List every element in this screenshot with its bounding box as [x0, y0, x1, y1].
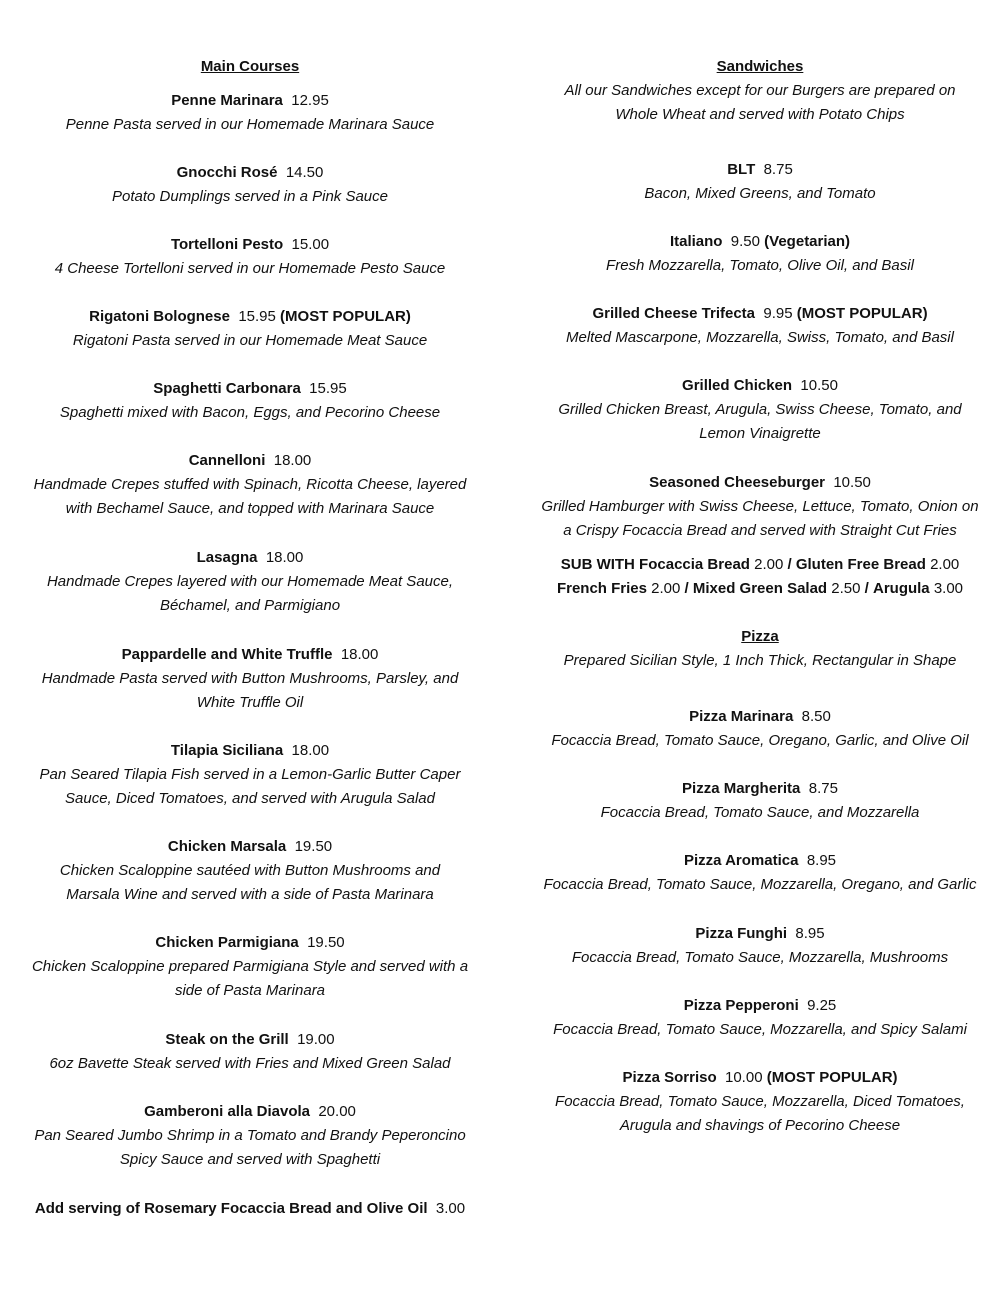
item-description	[20, 185, 480, 209]
item-description	[20, 570, 480, 594]
item-description-text: Pan Seared Tilapia Fish served in a Lemon-Garlic Butter Caper	[39, 766, 461, 783]
item-name: Penne Marinara	[171, 92, 283, 109]
sub-label: Mixed Green Salad	[692, 580, 828, 597]
item-description	[528, 873, 992, 897]
item-price: 10.50	[800, 377, 838, 394]
item-name: Rigatoni Bolognese	[89, 308, 230, 325]
item-description	[528, 398, 992, 422]
item-description	[528, 1018, 992, 1042]
item-description-text: Handmade Pasta served with Button Mushrooms, Parsley, and	[41, 670, 459, 687]
item-description	[20, 763, 480, 787]
item-tag: (Vegetarian)	[764, 233, 851, 250]
item-description-text: Sauce, Diced Tomatoes, and served with Arugula Salad	[65, 790, 435, 807]
item-description	[20, 691, 480, 715]
item-description	[20, 883, 480, 907]
item-description	[20, 667, 480, 691]
sub-label: Gluten Free Bread	[795, 556, 926, 573]
item-description-text: Focaccia Bread, Tomato Sauce, Mozzarella, Diced Tomatoes,	[555, 1093, 965, 1110]
sub-price: 3.00	[933, 580, 964, 597]
pizza-heading: Pizza	[741, 628, 779, 645]
separator: /	[787, 556, 792, 573]
item-description	[20, 955, 480, 979]
item-description	[528, 519, 992, 543]
item-price: 15.95	[238, 308, 276, 325]
item-name: BLT	[727, 161, 756, 178]
item-description	[528, 801, 992, 825]
item-name: Lasagna	[196, 549, 258, 566]
item-description	[20, 401, 480, 425]
item-name: Gamberoni alla Diavola	[144, 1103, 310, 1120]
sub-label: Arugula	[872, 580, 930, 597]
sub-price: 2.00	[754, 556, 784, 573]
menu-item-title	[528, 922, 992, 946]
menu-item-title	[20, 89, 480, 113]
menu-item-title	[20, 233, 480, 257]
item-description-text: Grilled Hamburger with Swiss Cheese, Lettuce, Tomato, Onion on	[541, 498, 979, 515]
item-price: 10.50	[833, 474, 871, 491]
menu-item-title	[20, 449, 480, 473]
item-name: Pizza Pepperoni	[683, 997, 799, 1014]
sandwiches-intro-text: Whole Wheat and served with Potato Chips	[615, 106, 905, 123]
menu-item-title	[528, 1066, 992, 1090]
menu-item-title	[528, 471, 992, 495]
menu-item-title	[20, 161, 480, 185]
item-price: 14.50	[285, 164, 324, 181]
item-price: 18.00	[265, 549, 304, 566]
menu-item-title	[20, 835, 480, 859]
menu-item-title	[528, 374, 992, 398]
item-description-text: Bacon, Mixed Greens, and Tomato	[644, 185, 876, 202]
item-price: 8.95	[806, 852, 837, 869]
addon-line	[20, 1197, 480, 1221]
menu-item-title	[528, 705, 992, 729]
item-price: 18.00	[340, 646, 379, 663]
menu-item-title	[20, 377, 480, 401]
item-price: 10.00	[725, 1069, 763, 1086]
item-tag: (MOST POPULAR)	[280, 308, 411, 325]
item-price: 18.00	[273, 452, 312, 469]
item-name: Pizza Margherita	[682, 780, 801, 797]
item-description-text: Handmade Crepes stuffed with Spinach, Ricotta Cheese, layered	[33, 476, 467, 493]
item-price: 15.95	[309, 380, 347, 397]
item-name: Pizza Marinara	[689, 708, 794, 725]
item-description-text: Spicy Sauce and served with Spaghetti	[119, 1151, 381, 1168]
item-description	[20, 787, 480, 811]
menu-item-title	[20, 739, 480, 763]
menu-item-title	[20, 546, 480, 570]
item-description	[20, 1148, 480, 1172]
pizza-intro	[528, 649, 992, 673]
sandwiches-intro	[528, 79, 992, 103]
item-name: Cannelloni	[188, 452, 266, 469]
item-description-text: Pan Seared Jumbo Shrimp in a Tomato and Brandy Peperoncino	[34, 1127, 466, 1144]
item-description-text: Focaccia Bread, Tomato Sauce, Mozzarella, and Spicy Salami	[553, 1021, 967, 1038]
addon-label: Add serving of Rosemary Focaccia Bread and Olive Oil	[34, 1200, 428, 1217]
item-price: 8.75	[763, 161, 793, 178]
item-tag: (MOST POPULAR)	[796, 305, 928, 322]
item-description-text: Focaccia Bread, Tomato Sauce, Oregano, Garlic, and Olive Oil	[551, 732, 969, 749]
item-description	[20, 594, 480, 618]
item-description-text: Potato Dumplings served in a Pink Sauce	[112, 188, 388, 205]
sub-price: 2.50	[831, 580, 861, 597]
sub-options-line	[528, 577, 992, 601]
addon-price: 3.00	[435, 1200, 466, 1217]
sub-label: French Fries	[556, 580, 647, 597]
item-description-text: Focaccia Bread, Tomato Sauce, Mozzarella, Mushrooms	[571, 949, 949, 966]
item-price: 12.95	[291, 92, 329, 109]
item-description-text: Béchamel, and Parmigiano	[159, 597, 341, 614]
sub-price: 2.00	[930, 556, 960, 573]
sub-price: 2.00	[651, 580, 681, 597]
item-description	[20, 113, 480, 137]
item-name: Grilled Chicken	[682, 377, 793, 394]
item-description-text: Marsala Wine and served with a side of Pasta Marinara	[66, 886, 434, 903]
item-description	[20, 859, 480, 883]
item-name: Tortelloni Pesto	[170, 236, 284, 253]
item-name: Steak on the Grill	[165, 1031, 289, 1048]
menu-item-title	[528, 302, 992, 326]
item-description-text: Spaghetti mixed with Bacon, Eggs, and Pecorino Cheese	[59, 404, 441, 421]
item-description	[20, 497, 480, 521]
menu-item-title	[20, 1100, 480, 1124]
item-description-text: 6oz Bavette Steak served with Fries and Mixed Green Salad	[49, 1055, 451, 1072]
sandwiches-intro	[528, 103, 992, 127]
menu-item-title	[20, 643, 480, 667]
item-name: Chicken Parmigiana	[155, 934, 299, 951]
item-name: Gnocchi Rosé	[176, 164, 278, 181]
item-description	[528, 1090, 992, 1114]
item-description-text: Fresh Mozzarella, Tomato, Olive Oil, and Basil	[606, 257, 914, 274]
item-price: 9.95	[763, 305, 793, 322]
item-name: Italiano	[669, 233, 723, 250]
section-heading-sandwiches	[528, 55, 992, 79]
item-price: 19.00	[297, 1031, 335, 1048]
item-name: Pizza Sorriso	[622, 1069, 717, 1086]
item-name: Grilled Cheese Trifecta	[592, 305, 756, 322]
item-description	[528, 946, 992, 970]
item-description-text: Chicken Scaloppine prepared Parmigiana Style and served with a	[31, 958, 469, 975]
item-name: Seasoned Cheeseburger	[649, 474, 825, 491]
item-description	[20, 473, 480, 497]
item-price: 19.50	[294, 838, 333, 855]
item-description	[528, 422, 992, 446]
item-description	[528, 254, 992, 278]
item-description-text: a Crispy Focaccia Bread and served with Straight Cut Fries	[563, 522, 957, 539]
item-description-text: Grilled Chicken Breast, Arugula, Swiss Cheese, Tomato, and	[558, 401, 962, 418]
item-description	[528, 326, 992, 350]
item-description-text: Lemon Vinaigrette	[699, 425, 821, 442]
sub-with-label: SUB WITH Focaccia Bread	[560, 556, 750, 573]
item-description	[20, 257, 480, 281]
menu-item-title	[20, 1028, 480, 1052]
item-description	[528, 495, 992, 519]
menu-item-title	[20, 931, 480, 955]
menu-item-title	[20, 305, 480, 329]
pizza-intro-text: Prepared Sicilian Style, 1 Inch Thick, Rectangular in Shape	[563, 652, 957, 669]
item-price: 20.00	[318, 1103, 356, 1120]
menu-item-title	[528, 994, 992, 1018]
item-description-text: White Truffle Oil	[196, 694, 304, 711]
separator: /	[684, 580, 689, 597]
item-description-text: Focaccia Bread, Tomato Sauce, and Mozzarella	[600, 804, 920, 821]
item-description-text: Melted Mascarpone, Mozzarella, Swiss, Tomato, and Basil	[566, 329, 954, 346]
item-description	[20, 979, 480, 1003]
item-name: Pizza Aromatica	[683, 852, 799, 869]
item-price: 9.25	[807, 997, 837, 1014]
section-heading-main-courses	[20, 55, 480, 79]
item-price: 8.50	[801, 708, 831, 725]
item-description-text: with Bechamel Sauce, and topped with Marinara Sauce	[65, 500, 435, 517]
item-description	[528, 1114, 992, 1138]
sandwiches-heading: Sandwiches	[716, 58, 804, 75]
item-price: 18.00	[291, 742, 330, 759]
separator: /	[864, 580, 869, 597]
menu-item-title	[528, 777, 992, 801]
item-description-text: Penne Pasta served in our Homemade Marinara Sauce	[65, 116, 435, 133]
item-price: 9.50	[730, 233, 760, 250]
menu-item-title	[528, 849, 992, 873]
menu-item-title	[528, 158, 992, 182]
item-name: Pappardelle and White Truffle	[121, 646, 333, 663]
section-heading-pizza	[528, 625, 992, 649]
menu-item-title	[528, 230, 992, 254]
item-price: 19.50	[307, 934, 345, 951]
item-price: 15.00	[291, 236, 330, 253]
item-description	[528, 729, 992, 753]
item-description	[20, 329, 480, 353]
item-price: 8.95	[795, 925, 825, 942]
item-name: Chicken Marsala	[167, 838, 287, 855]
item-description-text: 4 Cheese Tortelloni served in our Homemade Pesto Sauce	[54, 260, 446, 277]
item-description-text: Rigatoni Pasta served in our Homemade Meat Sauce	[72, 332, 428, 349]
main-courses-heading: Main Courses	[200, 58, 300, 75]
item-price: 8.75	[808, 780, 838, 797]
item-description	[20, 1052, 480, 1076]
item-description-text: Arugula and shavings of Pecorino Cheese	[619, 1117, 901, 1134]
item-description-text: Chicken Scaloppine sautéed with Button Mushrooms and	[59, 862, 441, 879]
item-name: Tilapia Siciliana	[170, 742, 284, 759]
item-description-text: side of Pasta Marinara	[174, 982, 326, 999]
sub-options-line	[528, 553, 992, 577]
item-description-text: Handmade Crepes layered with our Homemade Meat Sauce,	[46, 573, 454, 590]
item-tag: (MOST POPULAR)	[766, 1069, 898, 1086]
sandwiches-intro-text: All our Sandwiches except for our Burgers are prepared on	[564, 82, 956, 99]
item-description	[528, 182, 992, 206]
item-name: Spaghetti Carbonara	[153, 380, 301, 397]
item-name: Pizza Funghi	[695, 925, 788, 942]
item-description-text: Focaccia Bread, Tomato Sauce, Mozzarella, Oregano, and Garlic	[543, 876, 977, 893]
item-description	[20, 1124, 480, 1148]
